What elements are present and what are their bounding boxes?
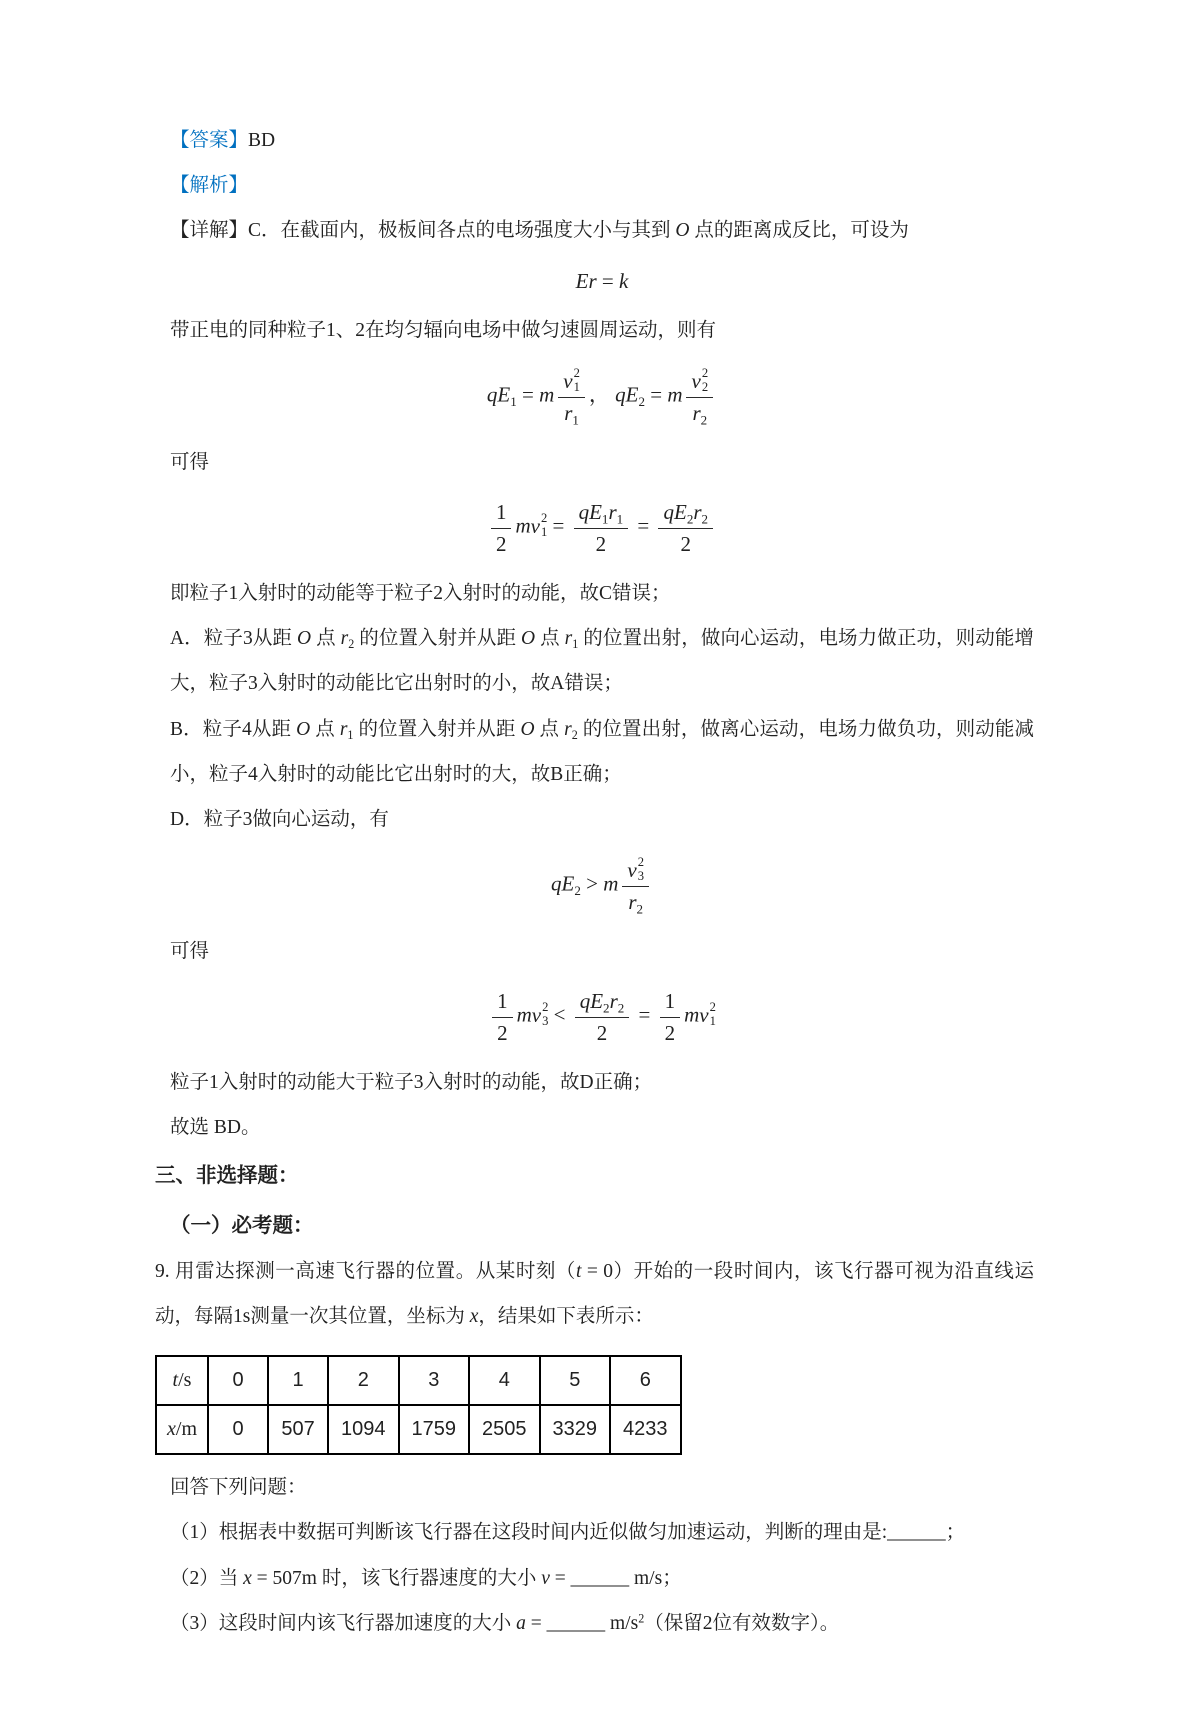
script-stack: [574, 367, 580, 395]
table-number: 2: [357, 1369, 369, 1392]
text-run: 点的距离成反比，可设为: [689, 220, 909, 242]
table-row: [156, 1405, 681, 1454]
math-roman: =: [525, 1612, 547, 1634]
numerator: [574, 499, 629, 528]
table-number: 0: [232, 1369, 244, 1392]
table-cell: [208, 1356, 268, 1405]
math-variable: k: [619, 268, 629, 293]
text-run: 回答下列问题：: [170, 1477, 307, 1499]
math-variable: a: [516, 1612, 526, 1634]
subscript: 3: [542, 1014, 549, 1029]
body-paragraph: [170, 440, 1034, 485]
text-run: 9. 用雷达探测一高速飞行器的位置。从某时刻（: [155, 1260, 576, 1282]
numerator: [622, 856, 649, 887]
text-run: 点: [534, 718, 565, 740]
math-variable: t: [172, 1369, 179, 1392]
math-variable: x: [243, 1567, 252, 1589]
text-run: 带正电的同种粒子1、2在均匀辐向电场中做匀速圆周运动，则有: [170, 319, 717, 341]
math-variable: r: [692, 400, 701, 425]
fraction: [575, 988, 630, 1046]
table-cell: [156, 1356, 208, 1405]
math-variable: qE: [486, 382, 511, 407]
table-cell: [469, 1356, 540, 1405]
denominator: [491, 529, 512, 557]
text-run: 可得: [170, 452, 210, 474]
var-with-scripts: [531, 512, 548, 540]
table-cell: [268, 1356, 328, 1405]
text-run: （一）必考题：: [170, 1214, 314, 1237]
superscript: 2: [540, 511, 548, 526]
table-cell: [399, 1356, 470, 1405]
subscript: 2: [574, 883, 581, 899]
subscript: 2: [701, 380, 709, 395]
formula-kinetic-equal: [170, 499, 1034, 557]
math-roman: = 0: [581, 1260, 613, 1282]
fraction: [622, 856, 649, 915]
table-cell: [156, 1405, 208, 1454]
math-roman: ，: [588, 382, 616, 407]
option-a-paragraph: [170, 616, 1034, 706]
text-run: 点: [310, 718, 340, 740]
table-cell: [540, 1405, 611, 1454]
table-number: 4233: [623, 1418, 668, 1441]
subscript: 2: [686, 511, 694, 527]
body-paragraph: [170, 1060, 1034, 1105]
table-cell: [268, 1405, 328, 1454]
denominator: [686, 398, 713, 426]
math-variable: qE: [579, 989, 604, 1014]
script-stack: [702, 367, 708, 395]
subscript: 3: [637, 869, 644, 884]
math-variable: qE: [578, 500, 602, 525]
numerator: [575, 988, 630, 1017]
superscript: 2: [637, 855, 644, 870]
text-run: 三、非选择题：: [155, 1165, 299, 1188]
option-d-paragraph: [170, 797, 1034, 842]
math-variable: m: [667, 382, 683, 407]
math-variable: O: [520, 718, 535, 740]
math-variable: r: [608, 500, 617, 525]
sub-question-2: [170, 1556, 1034, 1601]
table-number: 1: [292, 1369, 304, 1392]
superscript: 2: [709, 1000, 716, 1015]
superscript: 2: [701, 366, 709, 381]
numerator: [658, 499, 713, 528]
text-run: 的位置出射，做离心运动，电场力做负功，则动能减小，粒子4入射时的动能比它出射时的大，故B正确；: [170, 718, 1034, 785]
var-with-scripts: [563, 367, 580, 395]
subscript: 2: [603, 1000, 610, 1016]
option-b-paragraph: [170, 707, 1034, 797]
numerator: [558, 367, 585, 398]
text-run: 的位置入射并从距: [353, 718, 521, 740]
math-variable: v: [627, 857, 637, 882]
math-variable: O: [297, 628, 312, 650]
table-number: 6: [639, 1369, 651, 1392]
text-run: （保留2位有效数字）。: [644, 1612, 840, 1634]
subscript: 2: [348, 637, 355, 652]
fraction: [574, 499, 629, 557]
denominator: [558, 398, 585, 426]
text-run: 【详解】C．在截面内，极板间各点的电场强度大小与其到: [170, 220, 676, 242]
denominator: [658, 529, 713, 557]
math-variable: m: [684, 1003, 700, 1027]
body-paragraph: [170, 1465, 1034, 1510]
table-number: 4: [498, 1369, 510, 1392]
math-variable: r: [339, 718, 348, 740]
body-paragraph: [170, 308, 1034, 353]
table-cell: [610, 1405, 681, 1454]
math-roman: 2: [680, 531, 691, 556]
formula-kinetic-compare: [170, 988, 1034, 1046]
math-variable: v: [699, 1003, 709, 1027]
table-number: 5: [569, 1369, 581, 1392]
math-roman: 2: [495, 531, 507, 556]
math-variable: m: [515, 513, 531, 538]
subscript: 2: [638, 394, 645, 410]
formula-centripetal: [170, 367, 1034, 426]
text-run: ______ m/s: [546, 1612, 639, 1634]
math-variable: m: [603, 871, 619, 896]
subscript: 1: [616, 511, 624, 527]
math-variable: r: [340, 628, 349, 650]
math-roman: =: [632, 513, 655, 538]
math-roman: 2: [497, 1020, 508, 1045]
table-cell: [208, 1405, 268, 1454]
text-run: ）开始的一段时间内，该飞行器可视为沿直线运动，每隔1s测量一次其位置，坐标为: [155, 1260, 1034, 1327]
math-roman: =: [547, 513, 570, 538]
text-run: 的位置出射，做向心运动，电场力做正功，则动能增大，粒子3入射时的动能比它出射时的小，故A错误；: [170, 628, 1034, 695]
fraction: [660, 988, 681, 1046]
denominator: [575, 1018, 630, 1046]
text-run: 的位置入射并从距: [354, 628, 522, 650]
text-run: 故选 BD。: [170, 1117, 261, 1139]
denominator: [622, 887, 649, 915]
formula-er-k: [170, 268, 1034, 294]
table-cell: [610, 1356, 681, 1405]
math-roman: =: [644, 382, 668, 407]
subscript: 2: [617, 1000, 625, 1016]
subscript: 2: [636, 901, 644, 917]
subscript: 1: [573, 380, 580, 395]
var-with-scripts: [627, 856, 644, 884]
denominator: [492, 1018, 513, 1046]
text-run: ，结果如下表所示：: [478, 1305, 654, 1327]
math-variable: x: [469, 1305, 479, 1327]
math-variable: x: [167, 1418, 176, 1441]
math-roman: =: [633, 1003, 656, 1027]
sub-question-1: [170, 1510, 1034, 1555]
table-number: 507: [281, 1418, 315, 1441]
fraction: [491, 499, 512, 557]
text-run: （1）根据表中数据可判断该飞行器在这段时间内近似做匀加速运动，判断的理由是:______；: [170, 1522, 966, 1544]
text-run: B．粒子4从距: [170, 718, 297, 740]
analysis-label: [170, 163, 1034, 208]
text-run: （2）当: [170, 1567, 244, 1589]
fraction: [558, 367, 585, 426]
var-with-scripts: [532, 1001, 549, 1029]
math-roman: 1: [664, 989, 676, 1014]
math-variable: r: [609, 989, 618, 1014]
math-roman: =: [516, 382, 540, 407]
math-roman: = 507m: [251, 1567, 317, 1589]
conclusion-paragraph: [170, 1105, 1034, 1150]
math-variable: O: [296, 718, 311, 740]
math-roman: 1: [497, 989, 508, 1014]
subscript: 1: [540, 525, 548, 540]
table-number: 2505: [482, 1418, 527, 1441]
math-variable: v: [563, 368, 573, 393]
table-number: 0: [232, 1418, 244, 1441]
text-run: 即粒子1入射时的动能等于粒子2入射时的动能，故C错误；: [170, 582, 671, 604]
fraction: [658, 499, 713, 557]
subsection-heading: [170, 1204, 1034, 1249]
subscript: 1: [510, 394, 517, 410]
denominator: [660, 1018, 681, 1046]
text-run: BD: [248, 130, 276, 151]
math-variable: qE: [663, 500, 687, 525]
math-variable: v: [531, 1003, 542, 1027]
body-paragraph: [170, 929, 1034, 974]
table-number: 1094: [341, 1418, 386, 1441]
superscript: 2: [573, 366, 580, 381]
math-variable: Er: [575, 268, 597, 293]
var-with-scripts: [699, 1001, 716, 1029]
question-9-paragraph: [155, 1249, 1034, 1339]
section-heading: [155, 1154, 1034, 1199]
numerator: [686, 367, 713, 398]
math-variable: r: [564, 718, 572, 740]
numerator: [491, 499, 512, 528]
subscript: 2: [700, 412, 708, 428]
text-run: （3）这段时间内该飞行器加速度的大小: [170, 1612, 517, 1634]
table-number: 3: [428, 1369, 440, 1392]
table-cell: [328, 1405, 399, 1454]
subscript: 1: [709, 1014, 716, 1029]
math-roman: >: [580, 871, 604, 896]
math-variable: O: [675, 220, 690, 242]
bracket-label: 【答案】: [170, 130, 249, 151]
script-stack: [638, 856, 644, 884]
formula-inequality: [170, 856, 1034, 915]
table-cell: [469, 1405, 540, 1454]
fraction: [686, 367, 713, 426]
math-variable: v: [530, 513, 540, 538]
text-run: A．粒子3从距: [170, 628, 297, 650]
answer-line: [170, 118, 1034, 163]
math-variable: r: [564, 628, 573, 650]
text-run: 粒子1入射时的动能大于粒子3入射时的动能，故D正确；: [170, 1071, 653, 1093]
script-stack: [710, 1001, 716, 1029]
fraction: [492, 988, 513, 1046]
math-roman: <: [548, 1003, 571, 1027]
superscript: 2: [638, 1611, 645, 1626]
table-row: [156, 1356, 681, 1405]
subscript: 1: [601, 511, 609, 527]
subscript: 2: [571, 727, 578, 742]
math-variable: r: [693, 500, 702, 525]
text-run: D．粒子3做向心运动，有: [170, 809, 389, 831]
text-run: 可得: [170, 941, 210, 963]
table-cell: [399, 1405, 470, 1454]
text-run: 时，该飞行器速度的大小: [316, 1567, 542, 1589]
body-paragraph: [170, 571, 1034, 616]
superscript: 2: [542, 1000, 549, 1015]
math-variable: v: [691, 368, 701, 393]
math-variable: m: [539, 382, 555, 407]
table-number: 3329: [552, 1418, 598, 1441]
numerator: [660, 988, 681, 1017]
text-run: 点: [311, 628, 341, 650]
table-cell: [540, 1356, 611, 1405]
math-variable: t: [575, 1260, 582, 1282]
measurement-table: [155, 1355, 682, 1455]
denominator: [574, 529, 629, 557]
detail-paragraph: [170, 208, 1034, 253]
var-with-scripts: [691, 367, 708, 395]
math-variable: qE: [615, 382, 639, 407]
text-run: /m: [175, 1418, 198, 1441]
math-variable: m: [516, 1003, 532, 1027]
math-variable: O: [521, 628, 536, 650]
math-roman: =: [549, 1567, 571, 1589]
math-variable: r: [564, 400, 573, 425]
subscript: 1: [572, 637, 579, 652]
table-cell: [328, 1356, 399, 1405]
bracket-label: 【解析】: [170, 175, 249, 197]
math-roman: 1: [495, 500, 507, 525]
text-run: /s: [178, 1369, 192, 1392]
math-roman: 2: [664, 1020, 676, 1045]
text-run: 点: [535, 628, 565, 650]
subscript: 1: [347, 727, 354, 742]
numerator: [492, 988, 513, 1017]
math-variable: qE: [551, 871, 575, 896]
sub-question-3: [170, 1601, 1034, 1646]
math-roman: =: [596, 268, 619, 293]
math-roman: 2: [596, 1020, 608, 1045]
text-run: ______ m/s；: [570, 1567, 682, 1589]
table-number: 1759: [411, 1418, 457, 1441]
math-variable: v: [541, 1567, 550, 1589]
subscript: 2: [701, 511, 709, 527]
subscript: 1: [572, 412, 579, 428]
math-variable: r: [628, 889, 637, 914]
math-roman: 2: [595, 531, 607, 556]
